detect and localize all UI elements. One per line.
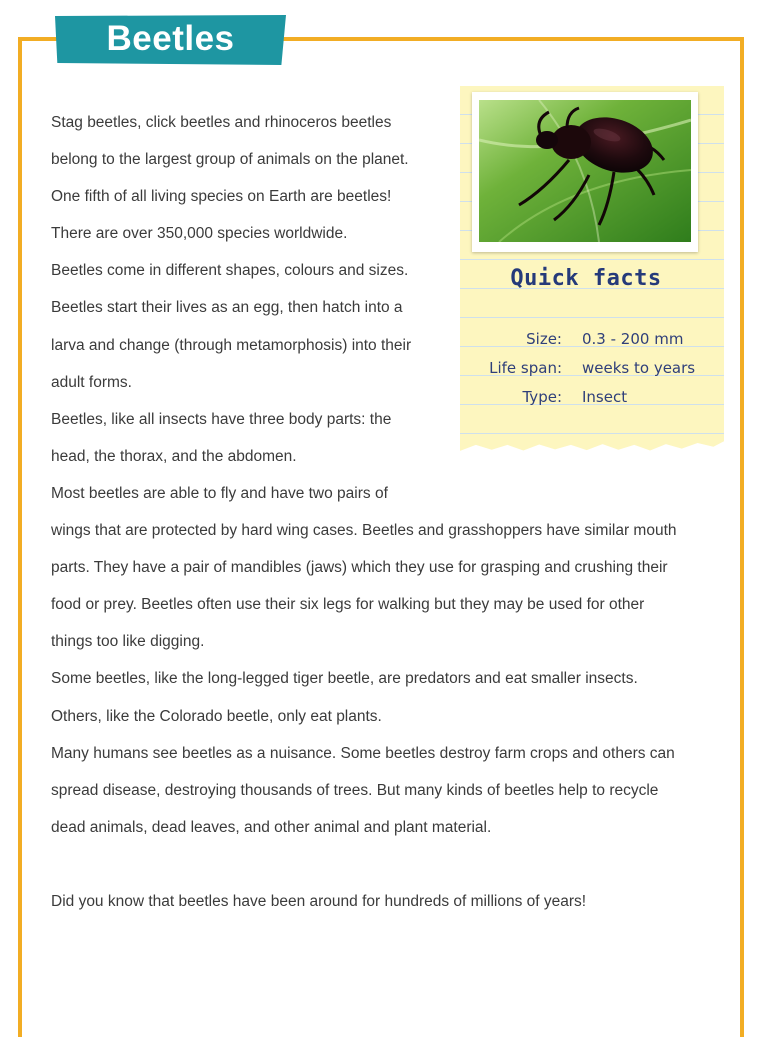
text-line: Some beetles, like the long-legged tiger beetle, are predators and eat smaller insects. bbox=[51, 670, 638, 688]
beetle-image bbox=[479, 100, 691, 242]
fact-label: Type: bbox=[522, 388, 562, 406]
text-line: spread disease, destroying thousands of trees. But many kinds of beetles help to recycle bbox=[51, 781, 659, 799]
quick-facts-heading: Quick facts bbox=[510, 266, 662, 291]
text-line: Stag beetles, click beetles and rhinoceros beetles bbox=[51, 114, 392, 131]
text-line: Most beetles are able to fly and have two pairs of bbox=[51, 484, 388, 502]
fact-value: weeks to years bbox=[582, 359, 696, 377]
text-line: One fifth of all living species on Earth are beetles! bbox=[51, 188, 392, 206]
blank-line bbox=[51, 846, 677, 883]
text-line: food or prey. Beetles often use their six legs for walking but they may be used for other bbox=[51, 596, 645, 614]
fact-label: Size: bbox=[526, 330, 562, 348]
text-line: Beetles, like all insects have three body parts: the bbox=[51, 410, 392, 428]
text-line: larva and change (through metamorphosis) into their bbox=[51, 336, 412, 354]
fact-row-size bbox=[462, 330, 722, 359]
fact-value: 0.3 - 200 mm bbox=[582, 330, 684, 348]
text-line: belong to the largest group of animals on the planet. bbox=[51, 151, 409, 169]
text-line: dead animals, dead leaves, and other animal and plant material. bbox=[51, 818, 492, 836]
text-line: adult forms. bbox=[51, 373, 132, 391]
fact-row-type bbox=[462, 388, 722, 417]
text-line: There are over 350,000 species worldwide. bbox=[51, 225, 348, 243]
beetle-photo bbox=[472, 92, 698, 252]
text-line: head, the thorax, and the abdomen. bbox=[51, 447, 297, 465]
text-line: Beetles start their lives as an egg, then hatch into a bbox=[51, 299, 403, 317]
fact-label: Life span: bbox=[489, 359, 562, 377]
text-line: Many humans see beetles as a nuisance. Some beetles destroy farm crops and others can bbox=[51, 744, 675, 762]
fact-value: Insect bbox=[582, 388, 628, 406]
fact-row-life-span bbox=[462, 359, 722, 388]
text-line: parts. They have a pair of mandibles (jaws) which they use for grasping and crushing their bbox=[51, 559, 668, 577]
text-line: things too like digging. bbox=[51, 633, 205, 651]
page-title: Beetles bbox=[106, 19, 235, 58]
text-line: Beetles come in different shapes, colours and sizes. bbox=[51, 262, 409, 280]
text-line: Did you know that beetles have been around for hundreds of millions of years! bbox=[51, 892, 587, 910]
text-line: wings that are protected by hard wing cases. Beetles and grasshoppers have similar mouth bbox=[51, 522, 677, 540]
quick-facts-list bbox=[462, 330, 722, 417]
text-line: Others, like the Colorado beetle, only eat plants. bbox=[51, 707, 382, 725]
